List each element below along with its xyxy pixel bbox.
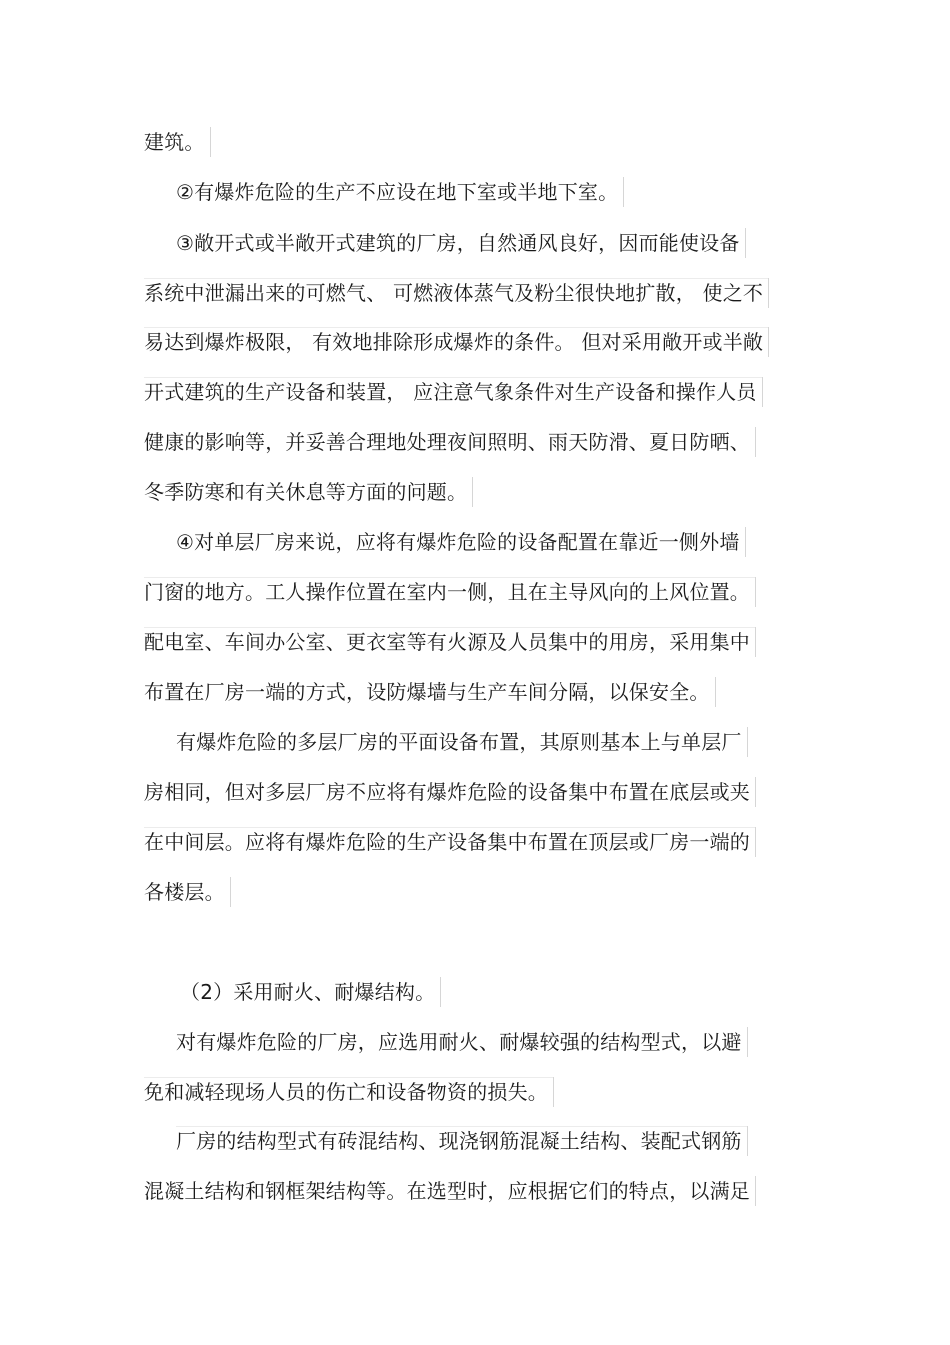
text-line-6: 开式建筑的生产设备和装置， 应注意气象条件对生产设备和操作人员 bbox=[144, 377, 761, 407]
text-line-5: 易达到爆炸极限， 有效地排除形成爆炸的条件。 但对采用敞开或半敞 bbox=[144, 327, 767, 357]
text-line-8: 冬季防寒和有关休息等方面的问题。 bbox=[144, 477, 471, 507]
text-line-4: 系统中泄漏出来的可燃气、 可燃液体蒸气及粉尘很快地扩散， 使之不 bbox=[144, 278, 767, 308]
text-line-18: 对有爆炸危险的厂房，应选用耐火、耐爆较强的结构型式，以避 bbox=[176, 1027, 746, 1057]
text-line-13: 有爆炸危险的多层厂房的平面设备布置，其原则基本上与单层厂 bbox=[176, 727, 746, 757]
text-line-20: 厂房的结构型式有砖混结构、现浇钢筋混凝土结构、装配式钢筋 bbox=[176, 1126, 746, 1156]
text-line-3: ③敞开式或半敞开式建筑的厂房，自然通风良好，因而能使设备 bbox=[176, 228, 744, 258]
text-line-12: 布置在厂房一端的方式，设防爆墙与生产车间分隔，以保安全。 bbox=[144, 677, 714, 707]
text-line-16: 各楼层。 bbox=[144, 877, 229, 907]
text-line-14: 房相同，但对多层厂房不应将有爆炸危险的设备集中布置在底层或夹 bbox=[144, 777, 754, 807]
section-heading: （2）采用耐火、耐爆结构。 bbox=[180, 977, 439, 1007]
text-line-21: 混凝土结构和钢框架结构等。在选型时，应根据它们的特点，以满足 bbox=[144, 1176, 754, 1206]
text-line-2: ②有爆炸危险的生产不应设在地下室或半地下室。 bbox=[176, 177, 622, 207]
text-line-10: 门窗的地方。工人操作位置在室内一侧，且在主导风向的上风位置。 bbox=[144, 577, 754, 607]
text-line-19: 免和减轻现场人员的伤亡和设备物资的损失。 bbox=[144, 1077, 552, 1107]
text-line-11: 配电室、车间办公室、更衣室等有火源及人员集中的用房，采用集中 bbox=[144, 627, 754, 657]
text-line-9: ④对单层厂房来说，应将有爆炸危险的设备配置在靠近一侧外墙 bbox=[176, 527, 744, 557]
text-line-15: 在中间层。应将有爆炸危险的生产设备集中布置在顶层或厂房一端的 bbox=[144, 827, 754, 857]
text-line-1: 建筑。 bbox=[144, 127, 209, 157]
text-line-7: 健康的影响等，并妥善合理地处理夜间照明、雨天防滑、夏日防晒、 bbox=[144, 427, 754, 457]
